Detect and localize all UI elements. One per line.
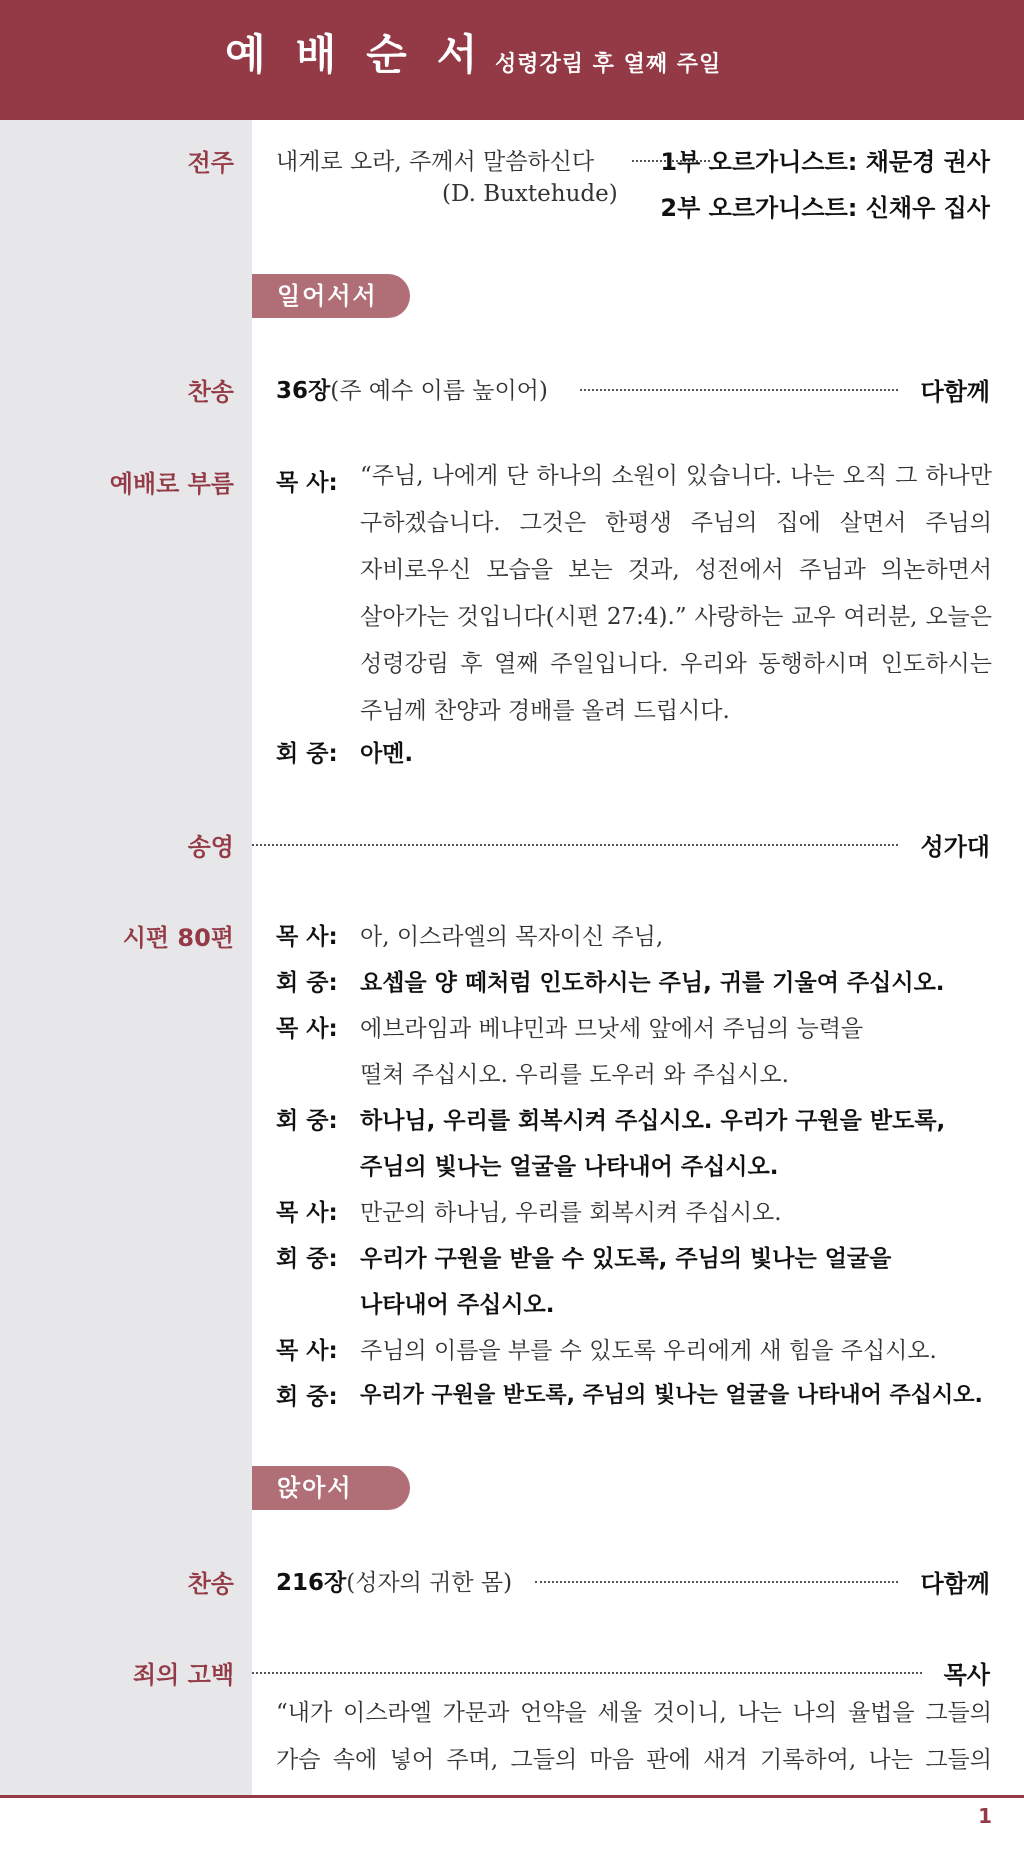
- leader-dots: [252, 844, 898, 846]
- responsive-line: 만군의 하나님, 우리를 회복시켜 주십시오.: [360, 1200, 782, 1226]
- responsive-speaker: 회 중:: [276, 1246, 338, 1272]
- text-line: 구하겠습니다. 그것은 한평생 주님의 집에 살면서 주님의: [360, 510, 992, 536]
- hymn-1-title: (주 예수 이름 높이어): [330, 378, 548, 404]
- anthem-label: 송영: [187, 833, 234, 861]
- text-line: 가슴 속에 넣어 주며, 그들의 마음 판에 새겨 기록하여, 나는 그들의: [276, 1747, 992, 1773]
- hymn-2-label: 찬송: [187, 1570, 234, 1598]
- hymn-1-entry: [276, 372, 548, 405]
- footer-rule: [0, 1795, 1024, 1798]
- psalm-label: 시편 80편: [122, 924, 234, 952]
- responsive-line: 주님의 이름을 부를 수 있도록 우리에게 새 힘을 주십시오.: [360, 1338, 937, 1364]
- responsive-speaker: 회 중:: [276, 1384, 338, 1410]
- prelude-performer-1: 1부 오르가니스트: 채문경 권사: [660, 148, 990, 176]
- responsive-line: 우리가 구원을 받을 수 있도록, 주님의 빛나는 얼굴을: [360, 1246, 892, 1272]
- hymn-1-label: 찬송: [187, 378, 234, 406]
- leader-dots: [580, 389, 898, 391]
- responsive-speaker: 목 사:: [276, 1200, 338, 1226]
- text-line: 주님께 찬양과 경배를 올려 드립시다.: [360, 698, 730, 724]
- responsive-line: 우리가 구원을 받도록, 주님의 빛나는 얼굴을 나타내어 주십시오.: [360, 1383, 983, 1408]
- responsive-line: 아, 이스라엘의 목자이신 주님,: [360, 924, 664, 950]
- responsive-speaker: 회 중:: [276, 970, 338, 996]
- page-title: 예배순서: [225, 30, 508, 79]
- responsive-line: 나타내어 주십시오.: [360, 1292, 555, 1318]
- page-number: 1: [978, 1804, 992, 1828]
- pastor-speaker: 목 사:: [276, 470, 338, 496]
- text-line: 자비로우신 모습을 보는 것과, 성전에서 주님과 의논하면서: [360, 557, 992, 583]
- header-banner: [0, 0, 1024, 120]
- responsive-speaker: 목 사:: [276, 1016, 338, 1042]
- page-subtitle: 성령강림 후 열째 주일: [495, 52, 722, 77]
- hymn-2-title: (성자의 귀한 몸): [346, 1570, 513, 1596]
- hymn-1-number: 36장: [276, 378, 331, 404]
- confession-leader: 목사: [943, 1661, 990, 1689]
- prelude-piece: 내게로 오라, 주께서 말씀하신다: [276, 149, 595, 175]
- congregation-response: 아멘.: [360, 741, 414, 767]
- anthem-leader: 성가대: [920, 833, 990, 861]
- call-to-worship-label: 예배로 부름: [109, 470, 234, 498]
- responsive-line: 주님의 빛나는 얼굴을 나타내어 주십시오.: [360, 1154, 779, 1180]
- prelude-composer: (D. Buxtehude): [442, 181, 618, 207]
- responsive-line: 요셉을 양 떼처럼 인도하시는 주님, 귀를 기울여 주십시오.: [360, 970, 945, 996]
- prelude-performer-2: 2부 오르가니스트: 신채우 집사: [660, 194, 990, 222]
- stand-badge: 일어서서: [252, 274, 410, 318]
- text-line: 살아가는 것입니다(시편 27:4).” 사랑하는 교우 여러분, 오늘은: [360, 604, 992, 630]
- hymn-1-leader: 다함께: [920, 378, 990, 406]
- responsive-speaker: 목 사:: [276, 1338, 338, 1364]
- confession-text: [276, 1690, 992, 1784]
- leader-dots: [252, 1672, 922, 1674]
- prelude-label: 전주: [187, 149, 234, 177]
- responsive-speaker: 회 중:: [276, 1108, 338, 1134]
- hymn-2-leader: 다함께: [920, 1570, 990, 1598]
- text-line: “주님, 나에게 단 하나의 소원이 있습니다. 나는 오직 그 하나만: [360, 463, 992, 489]
- confession-label: 죄의 고백: [132, 1661, 234, 1689]
- text-line: “내가 이스라엘 가문과 언약을 세울 것이니, 나는 나의 율법을 그들의: [276, 1700, 992, 1726]
- responsive-line: 에브라임과 베냐민과 므낫세 앞에서 주님의 능력을: [360, 1016, 864, 1042]
- hymn-2-number: 216장: [276, 1570, 347, 1596]
- responsive-line: 하나님, 우리를 회복시켜 주십시오. 우리가 구원을 받도록,: [360, 1108, 946, 1134]
- sit-badge: 앉아서: [252, 1466, 410, 1510]
- congregation-speaker: 회 중:: [276, 741, 338, 767]
- hymn-2-entry: [276, 1564, 512, 1597]
- responsive-line: 떨쳐 주십시오. 우리를 도우러 와 주십시오.: [360, 1062, 789, 1088]
- responsive-speaker: 목 사:: [276, 924, 338, 950]
- call-to-worship-text: [360, 453, 992, 735]
- text-line: 성령강림 후 열째 주일입니다. 우리와 동행하시며 인도하시는: [360, 651, 992, 677]
- leader-dots: [535, 1581, 898, 1583]
